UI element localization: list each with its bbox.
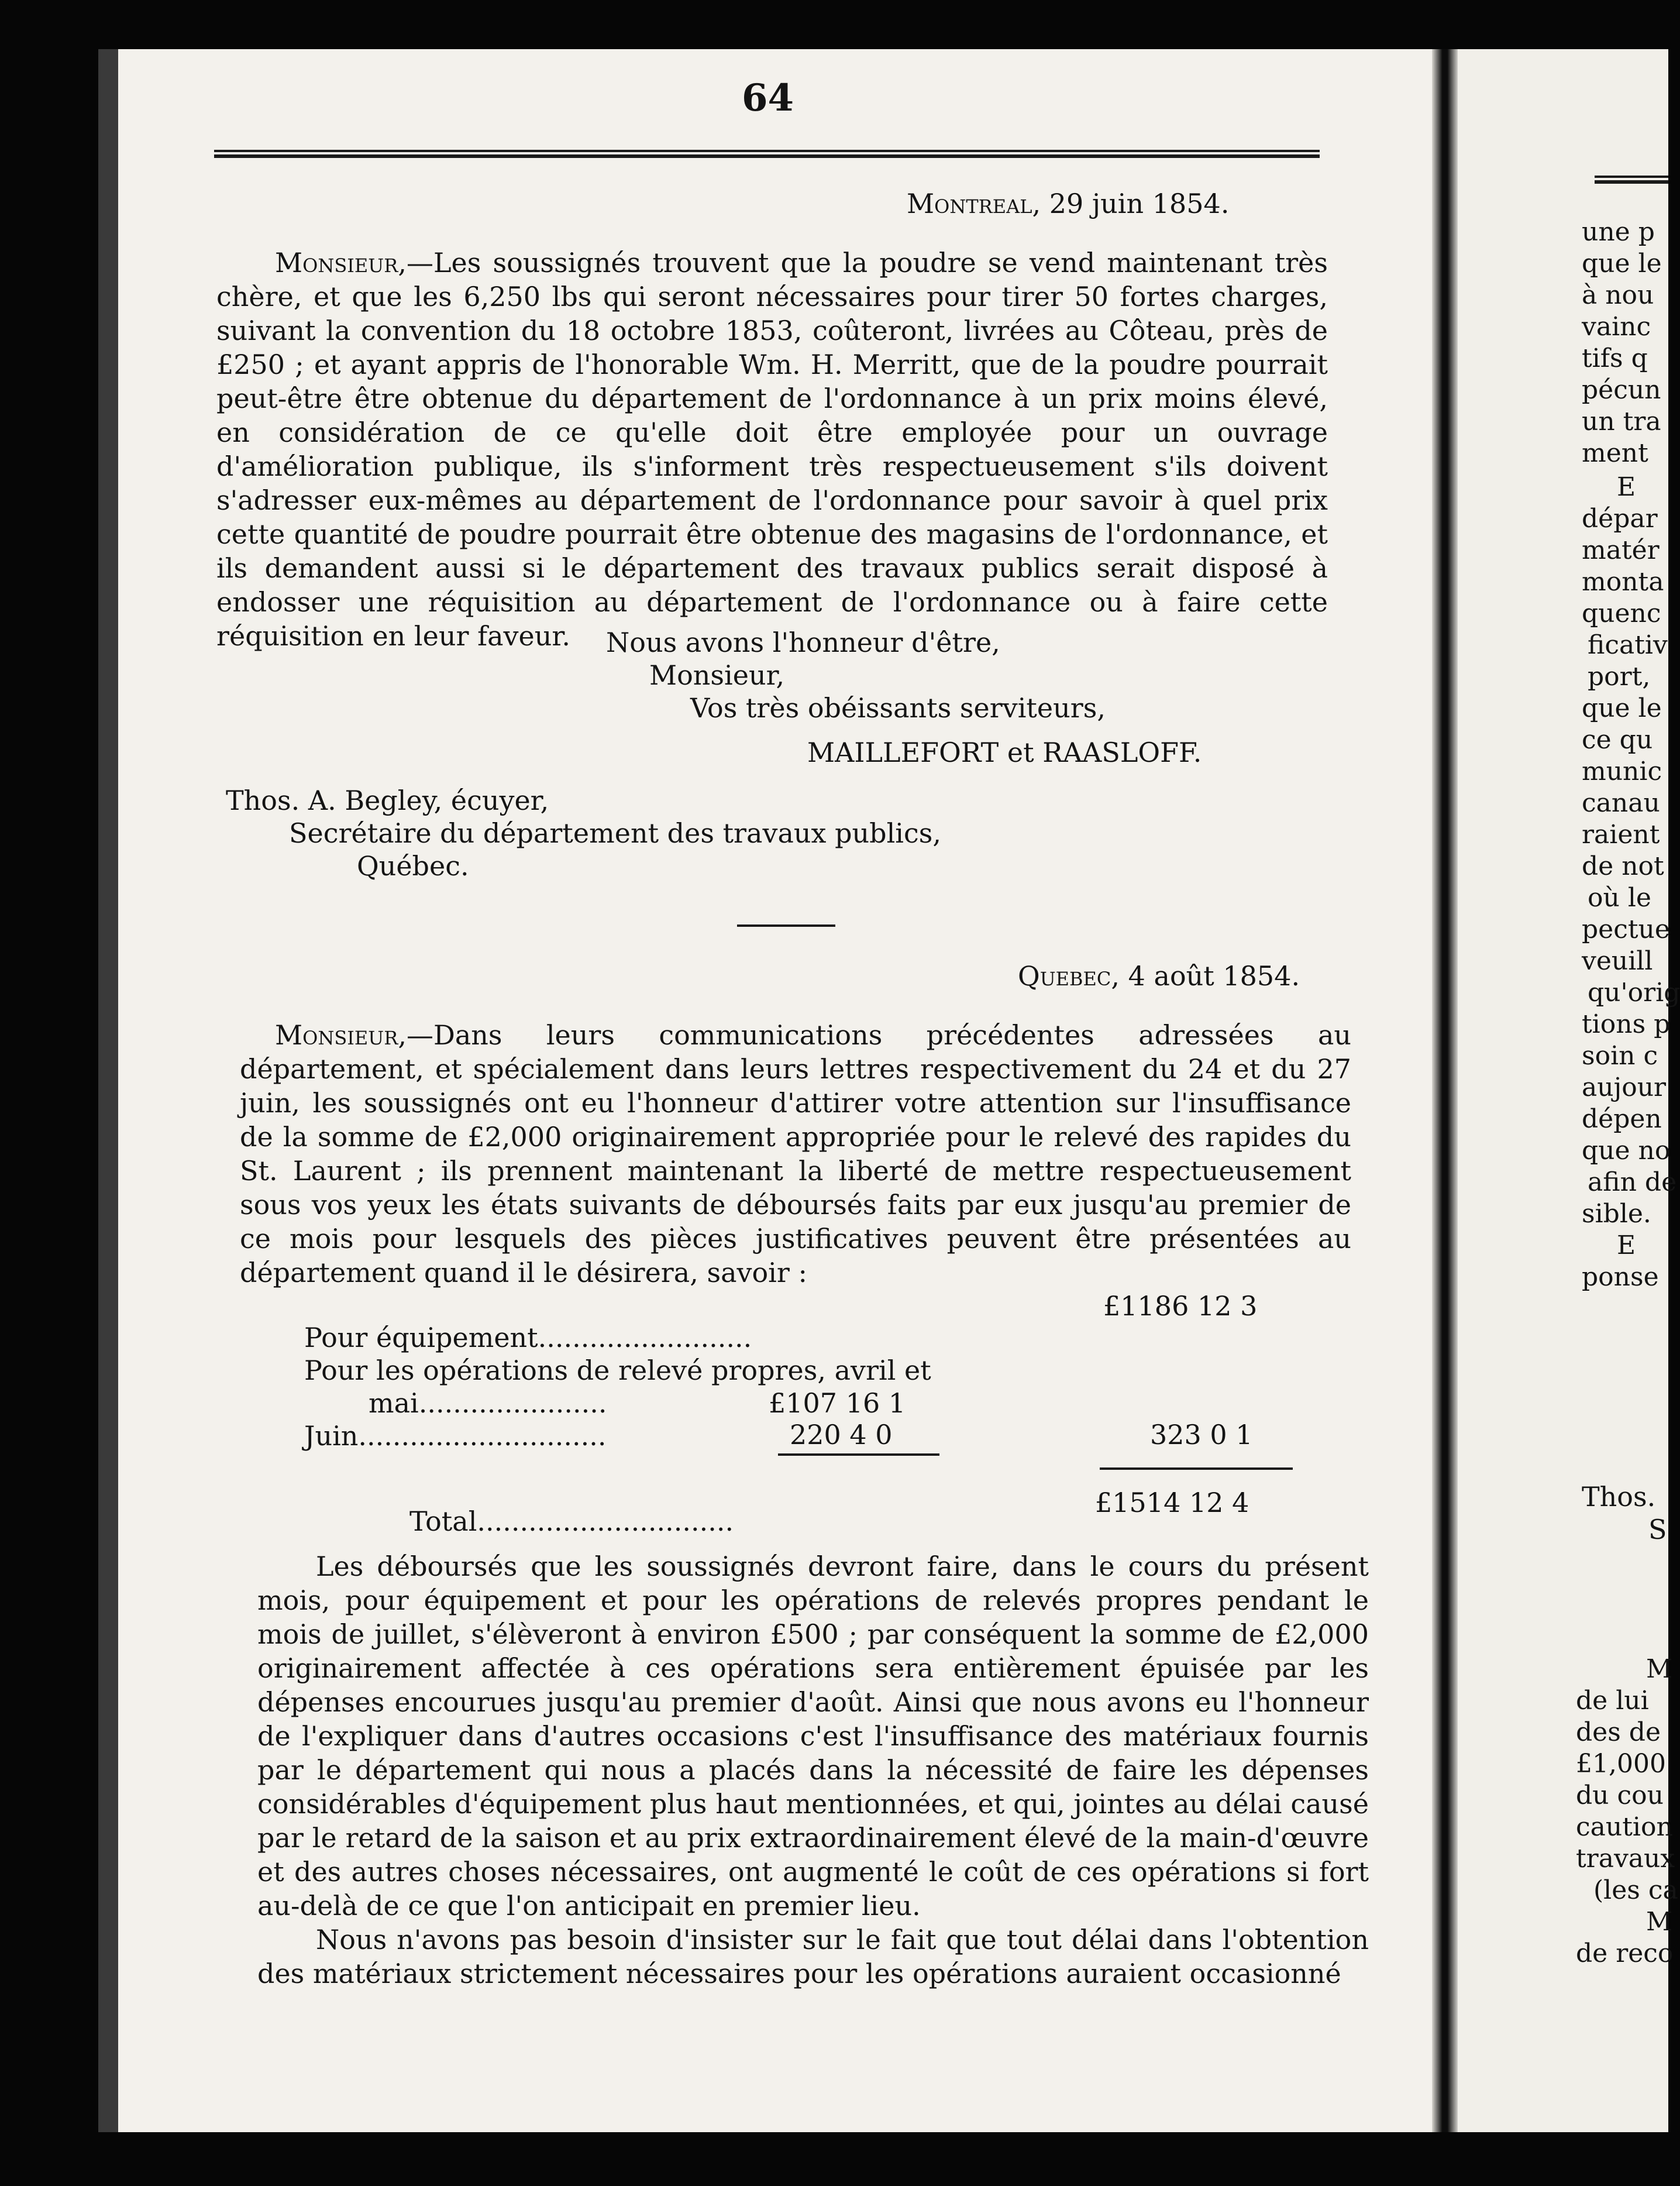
right-fragment: ment — [1582, 438, 1648, 468]
header-rule — [214, 150, 1320, 158]
right-fragment: dépen — [1582, 1104, 1662, 1134]
right-fragment: vainc — [1582, 312, 1651, 342]
letter1-dateline — [907, 187, 1229, 220]
acct-row1-total: £1186 12 3 — [1103, 1290, 1258, 1322]
acct-total-label: Total.............................. — [409, 1506, 734, 1537]
acct-row3-amount: 220 4 0 — [790, 1419, 893, 1451]
right-fragment: (les ca — [1593, 1875, 1678, 1905]
right-fragment: que le — [1582, 249, 1662, 279]
letter1-closing-1: Nous avons l'honneur d'être, — [606, 627, 1000, 658]
right-fragment: de not — [1582, 851, 1664, 881]
right-fragment: raient — [1582, 820, 1660, 850]
acct-row2-label-b: mai...................... — [369, 1387, 607, 1419]
letter1-addressee-1: Thos. A. Begley, écuyer, — [226, 785, 549, 816]
right-fragment: pectue — [1582, 915, 1670, 944]
right-fragment: soin c — [1582, 1041, 1658, 1071]
right-fragment: tifs q — [1582, 343, 1648, 373]
right-fragment: tions p — [1582, 1009, 1671, 1039]
letter1-signature: MAILLEFORT et RAASLOFF. — [807, 737, 1202, 768]
letter2-date: 4 août 1854. — [1128, 960, 1300, 992]
right-fragment: afin de — [1588, 1167, 1677, 1197]
letter2-dateline — [1018, 960, 1300, 992]
acct-row2-amount: £107 16 1 — [769, 1387, 906, 1419]
right-fragment: travaux — [1576, 1844, 1675, 1874]
right-fragment: M — [1646, 1907, 1673, 1937]
right-fragment: E — [1617, 472, 1636, 502]
acct-total-amount: £1514 12 4 — [1095, 1487, 1249, 1518]
page-number: 64 — [742, 76, 794, 120]
right-thos: Thos. — [1582, 1481, 1656, 1513]
right-fragment: sible. — [1582, 1199, 1651, 1229]
right-fragment: canau — [1582, 788, 1660, 818]
letter1-closing-3: Vos très obéissants serviteurs, — [690, 692, 1106, 724]
letter1-addressee-3: Québec. — [357, 850, 469, 882]
letter1-date: 29 juin 1854. — [1049, 188, 1230, 219]
letter2-salutation: Monsieur, — [275, 1019, 407, 1051]
right-fragment: caution — [1576, 1812, 1673, 1842]
letter1-text: —Les soussignés trouvent que la poudre se vend maintenant très chère, et que les 6,250 lbs qui seront nécessaires pour tirer 50 fortes charges, suivant la convention du 18 octobre 1853, coûteront, livrées au Côteau, près de £250 ; et ayant appris de l'honorable Wm. H. Merritt, que de la poudre pourrait peut-être être obtenue du département de l'ordonnance à un prix moins élevé, en considération de ce qu'elle doit être employée pour un ouvrage d'amélioration publique, ils s'informent très respectueusement s'ils doivent s'adresser eux-mêmes au département de l'ordonnance pour savoir à quel prix cette quantité de poudre pourrait être obtenue des magasins de l'ordonnance, et ils demandent aussi si le département des travaux publics serait disposé à endosser une réquisition au département de l'ordonnance ou à faire cette réquisition en leur faveur. — [216, 247, 1328, 652]
right-fragment: monta — [1582, 567, 1664, 597]
letter2-text: —Dans leurs communications précédentes adressées au département, et spécialement dans leurs lettres respectivement du 24 et du 27 juin, les soussignés ont eu l'honneur d'attirer votre attention sur l'insuffisance de la somme de £2,000 originairement appropriée pour le relevé des rapides du St. Laurent ; ils prennent maintenant la liberté de mettre respectueusement sous vos yeux les états suivants de déboursés faits par eux jusqu'au premier de ce mois pour lesquels des pièces justificatives peuvent être présentées au département quand il le désirera, savoir : — [240, 1019, 1351, 1288]
letter2-place: Quebec, — [1018, 960, 1120, 992]
right-fragment: des de — [1576, 1717, 1661, 1747]
right-s: S — [1648, 1514, 1667, 1545]
acct-total-rule — [1100, 1467, 1293, 1470]
right-fragment: quenc — [1582, 599, 1661, 628]
acct-subtotal: 323 0 1 — [1150, 1419, 1253, 1451]
right-fragment: veuill — [1582, 946, 1653, 976]
right-fragment: matér — [1582, 535, 1660, 565]
letter2-body-2: Les déboursés que les soussignés devront faire, dans le cours du présent mois, pour équipement et pour les opérations de relevés propres pendant le mois de juillet, s'élèveront à environ £500 ; par conséquent la somme de £2,000 originairement affectée à ces opérations sera entièrement épuisée par les dépenses encourues jusqu'au premier d'août. Ainsi que nous avons eu l'honneur de l'expliquer dans d'autres occasions c'est l'insuffisance des matériaux fournis par le département qui nous a placés dans la nécessité de faire les dépenses considérables d'équipement plus haut mentionnées, et qui, jointes au délai causé par le retard de la saison et au prix extraordinairement élevé de la main-d'œuvre et des autres choses nécessaires, ont augmenté le coût de ces opérations si fort au-delà de ce que l'on anticipait en premier lieu. — [257, 1551, 1369, 1922]
right-fragment: ce qu — [1582, 725, 1653, 755]
right-fragment: munic — [1582, 757, 1662, 786]
acct-row2-label-a: Pour les opérations de relevé propres, avril et — [304, 1355, 931, 1386]
right-fragment: E — [1617, 1231, 1636, 1260]
letter1-salutation: Monsieur, — [275, 247, 407, 279]
letter1-body — [216, 246, 1328, 653]
right-fragment: que le — [1582, 693, 1662, 723]
letter2-body — [240, 1018, 1351, 1290]
right-fragment: M — [1646, 1654, 1673, 1684]
right-fragment: ficativ — [1588, 630, 1668, 660]
right-fragment: ponse — [1582, 1262, 1659, 1292]
right-fragment: port, — [1588, 662, 1651, 692]
right-fragment: pécun — [1582, 375, 1661, 405]
right-fragment: £1,000 — [1576, 1749, 1666, 1779]
right-fragment: de reco — [1576, 1938, 1674, 1968]
letter1-closing-2: Monsieur, — [649, 659, 785, 691]
right-fragment: qu'orig — [1588, 978, 1680, 1008]
acct-row1-label: Pour équipement......................... — [304, 1322, 752, 1353]
letter1-addressee-2: Secrétaire du département des travaux publics, — [289, 817, 942, 849]
right-fragment: de lui — [1576, 1686, 1649, 1716]
right-fragment: un tra — [1582, 407, 1661, 436]
right-fragment: dépar — [1582, 504, 1658, 534]
right-fragment: une p — [1582, 217, 1655, 247]
acct-subtotal-rule — [778, 1453, 939, 1456]
right-fragment: où le — [1588, 883, 1651, 913]
right-fragment: à nou — [1582, 280, 1654, 310]
book-gutter — [1432, 49, 1458, 2132]
right-fragment: que no — [1582, 1136, 1671, 1166]
right-header-rule — [1595, 176, 1668, 184]
letter1-place: Montreal, — [907, 188, 1041, 219]
right-fragment: du cou — [1576, 1781, 1664, 1810]
section-divider — [737, 924, 835, 927]
letter2-body-3: Nous n'avons pas besoin d'insister sur le fait que tout délai dans l'obtention des matériaux strictement nécessaires pour les opérations auraient occasionné — [257, 1924, 1369, 1989]
right-fragment: aujour — [1582, 1073, 1667, 1102]
acct-row3-label: Juin............................. — [304, 1420, 607, 1452]
